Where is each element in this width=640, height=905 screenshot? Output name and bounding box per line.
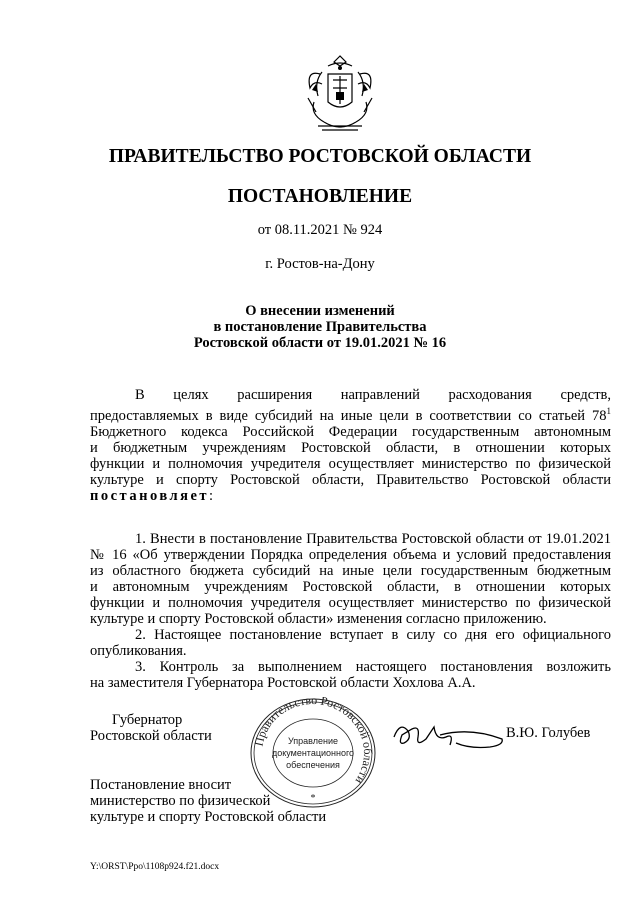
stamp-inner-line: Управление bbox=[287, 736, 339, 746]
government-title: ПРАВИТЕЛЬСТВО РОСТОВСКОЙ ОБЛАСТИ bbox=[108, 146, 532, 167]
item-line: на заместителя Губернатора Ростовской области Хохлова А.А. bbox=[90, 675, 476, 691]
handwritten-signature bbox=[390, 717, 510, 753]
item-2 bbox=[90, 627, 611, 659]
note-line: Постановление вносит bbox=[90, 777, 232, 793]
subject-line: О внесении изменений bbox=[245, 303, 395, 319]
submitted-by bbox=[90, 777, 326, 825]
signer-name: В.Ю. Голубев bbox=[506, 725, 591, 741]
decree-word: постановляет: bbox=[90, 487, 214, 504]
preamble-line: Бюджетного кодекса Российской Федерации государственным автономным bbox=[90, 423, 611, 440]
svg-text:*: * bbox=[310, 793, 316, 804]
item-line: и автономным учреждениям Ростовской области, в отношении которых bbox=[90, 579, 611, 595]
item-line: 1. Внести в постановление Правительства Ростовской области от 19.01.2021 bbox=[135, 531, 611, 547]
preamble bbox=[90, 387, 611, 504]
city: г. Ростов-на-Дону bbox=[265, 256, 375, 272]
subject-line: в постановление Правительства bbox=[213, 319, 427, 335]
note-line: культуре и спорту Ростовской области bbox=[90, 809, 327, 825]
document-subject bbox=[0, 303, 640, 351]
stamp-inner-line: документационного bbox=[271, 748, 355, 758]
signer-role bbox=[90, 712, 212, 744]
preamble-line: и бюджетным учреждениям Ростовской области, в отношении которых bbox=[90, 439, 611, 456]
preamble-line: культуре и спорту Ростовской области, Правительство Ростовской области bbox=[90, 471, 611, 488]
document-type: ПОСТАНОВЛЕНИЕ bbox=[227, 186, 413, 207]
note-line: министерство по физической bbox=[90, 793, 271, 809]
stamp-inner-line: обеспечения bbox=[286, 760, 340, 770]
item-line: функции и полномочия учредителя осуществляет министерство по физической bbox=[90, 595, 611, 611]
preamble-line: В целях расширения направлений расходования средств, bbox=[135, 387, 611, 403]
subject-line: Ростовской области от 19.01.2021 № 16 bbox=[193, 335, 447, 351]
item-1 bbox=[90, 531, 611, 627]
file-path: Y:\ORST\Ppo\1108p924.f21.docx bbox=[90, 862, 220, 872]
coat-of-arms-icon bbox=[300, 52, 380, 138]
item-line: 3. Контроль за выполнением настоящего постановления возложить bbox=[135, 659, 611, 675]
preamble-line: предоставляемых в виде субсидий на иные цели в соответствии со статьей $78^1$ bbox=[90, 406, 611, 424]
item-line: 2. Настоящее постановление вступает в силу со дня его официального bbox=[135, 627, 611, 643]
role-line: Ростовской области bbox=[90, 728, 212, 744]
item-line: № 16 «Об утверждении Порядка определения объема и условий предоставления bbox=[90, 547, 611, 563]
date-number: от 08.11.2021 № 924 bbox=[257, 222, 383, 238]
item-3 bbox=[90, 659, 611, 691]
item-line: из областного бюджета субсидий на иные цели государственным бюджетным bbox=[90, 563, 611, 579]
item-line: опубликования. bbox=[90, 643, 187, 659]
preamble-line: функции и полномочия учредителя осуществляет министерство по физической bbox=[90, 455, 611, 472]
item-line: культуре и спорту Ростовской области» изменения согласно приложению. bbox=[90, 611, 547, 627]
role-line: Губернатор bbox=[112, 712, 183, 728]
stamp-ring-text: Правительство Ростовской области bbox=[251, 697, 376, 787]
